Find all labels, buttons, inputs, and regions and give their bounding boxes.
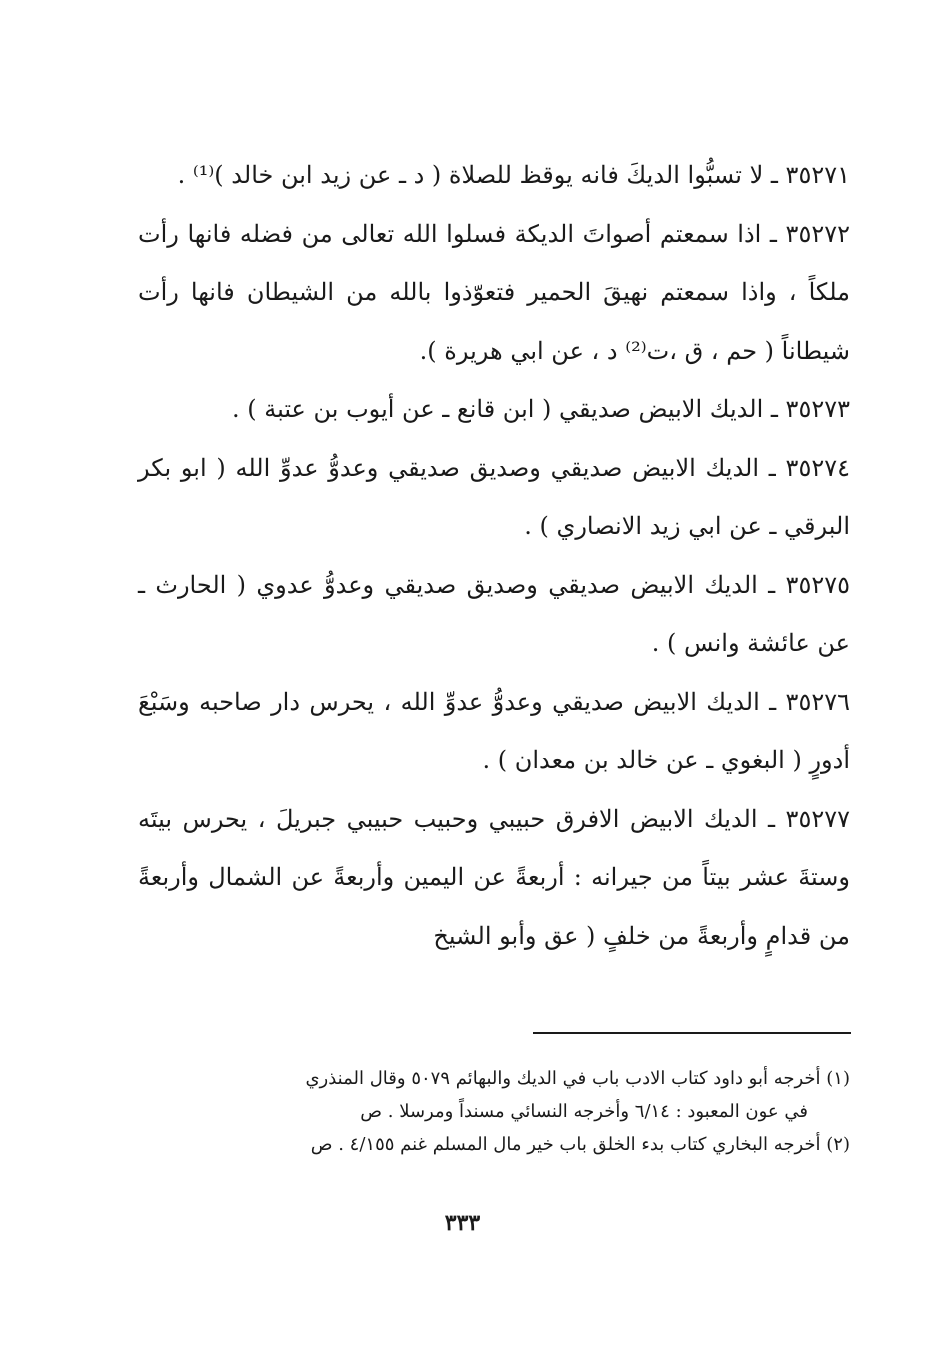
hadith-entry-35277: ٣٥٢٧٧ ـ الديك الابيض الافرق حبيبي وحبيب حبيبي جبريلَ ، يحرس بيتَه وستةَ عشر بيتاً من جيرانه : أربعةً عن اليمين وأربعةً عن الشمال وأربعةً من قدامٍ وأربعةً من خلفٍ ( عق وأبو الشيخ xyxy=(138,804,850,950)
hadith-entry-35273: ٣٥٢٧٣ ـ الديك الابيض صديقي ( ابن قانع ـ عن أيوب بن عتبة ) . xyxy=(231,395,850,423)
footnote-separator xyxy=(533,1032,851,1034)
footnotes-section xyxy=(150,1062,850,1161)
hadith-entry-35275: ٣٥٢٧٥ ـ الديك الابيض صديقي وصديق صديقي وعدوُّ عدوي ( الحارث ـ عن عائشة وانس ) . xyxy=(138,570,850,657)
hadith-entry-35271: ٣٥٢٧١ ـ لا تسبُّوا الديكَ فانه يوقظ للصلاة ( د ـ عن زيد ابن خالد )⁽¹⁾ . xyxy=(177,161,850,189)
footnote-1: (١) أخرجه أبو داود كتاب الادب باب في الديك والبهائم ٥٠٧٩ وقال المنذري xyxy=(305,1068,850,1089)
hadith-entry-35272: ٣٥٢٧٢ ـ اذا سمعتم أصواتَ الديكة فسلوا الله تعالى من فضله فانها رأت ملكاً ، واذا سمعتم نهيقَ الحمير فتعوّذوا بالله من الشيطان فانها رأت شيطاناً ( حم ، ق ،ت⁽²⁾ د ، عن ابي هريرة ). xyxy=(138,219,850,365)
hadith-entry-35276: ٣٥٢٧٦ ـ الديك الابيض صديقي وعدوُّ عدوِّ الله ، يحرس دار صاحبه وسَبْعَ أدورٍ ( البغوي ـ عن خالد بن معدان ) . xyxy=(138,687,850,774)
footnote-2: (٢) أخرجه البخاري كتاب بدء الخلق باب خير مال المسلم غنم ٤/١٥٥ . ص xyxy=(310,1134,850,1155)
footnote-1-continued: في عون المعبود : ٦/١٤ وأخرجه النسائي مسنداً ومرسلا . ص xyxy=(360,1101,808,1122)
page-number: ٣٣٣ xyxy=(444,1210,481,1236)
hadith-entry-35274: ٣٥٢٧٤ ـ الديك الابيض صديقي وصديق صديقي وعدوُّ عدوِّ الله ( ابو بكر البرقي ـ عن ابي زيد الانصاري ) . xyxy=(138,453,850,540)
main-text-body xyxy=(138,146,850,965)
